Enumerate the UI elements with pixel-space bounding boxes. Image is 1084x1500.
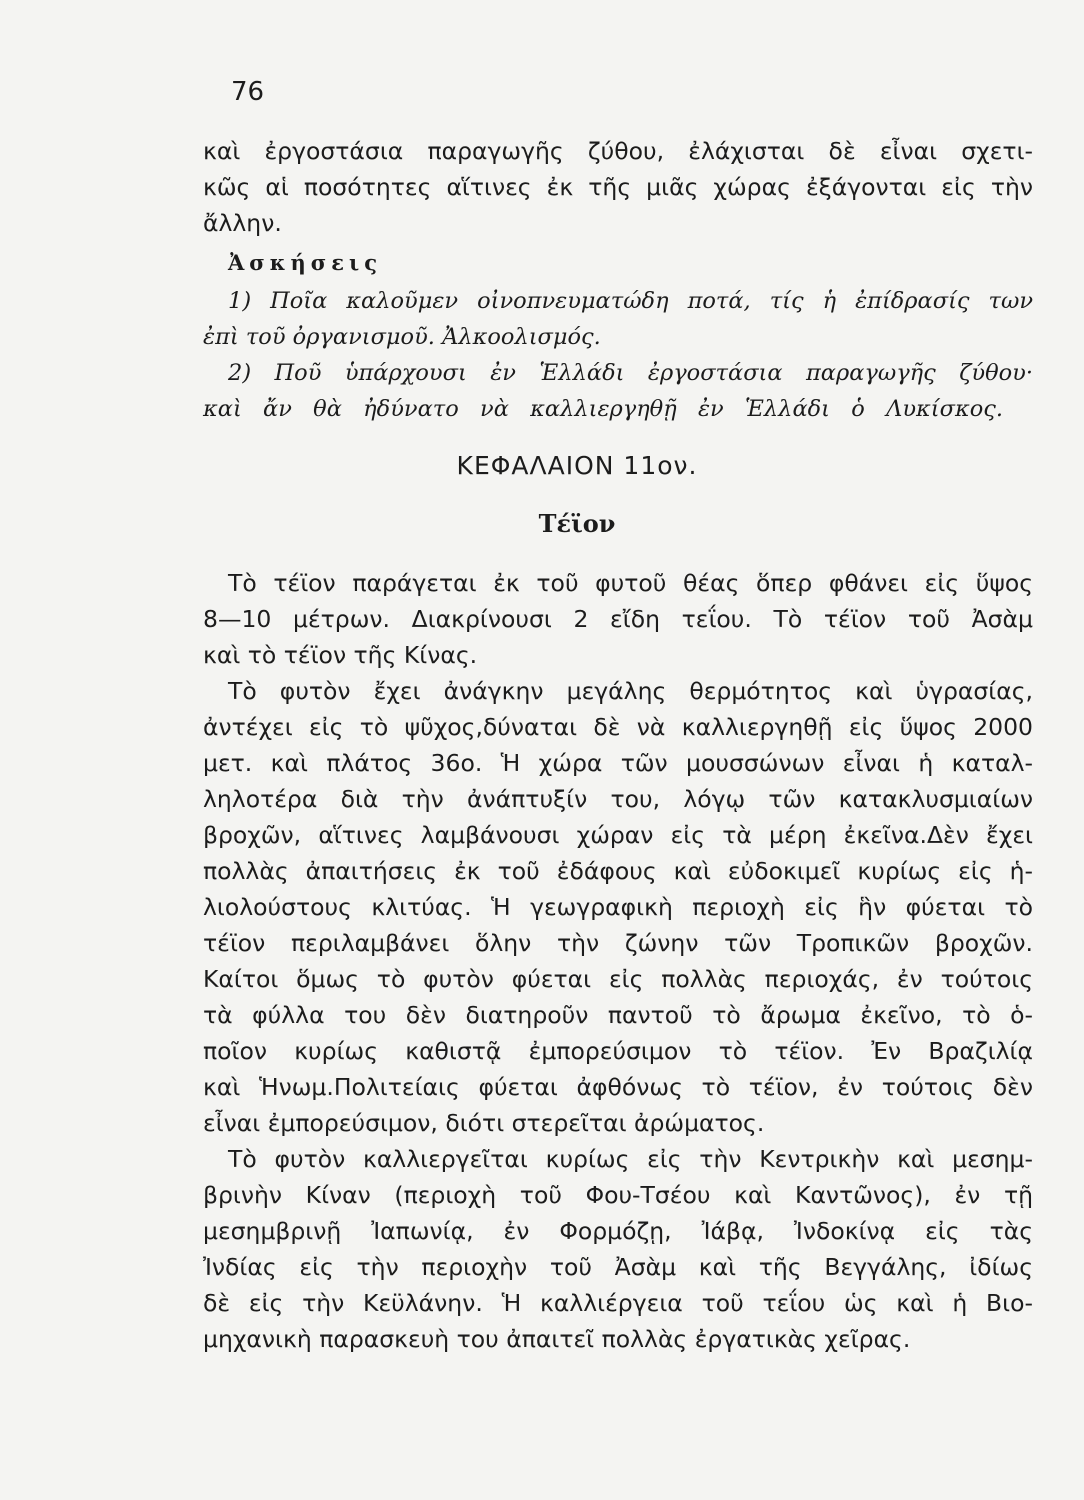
exercise-line: 1) Ποῖα καλοῦμεν οἰνοπνευματώδη ποτά, τίς ἡ ἐπίδρασίς των [228,288,1033,314]
exercises-heading: Ἀσκήσεις [228,250,382,275]
text-line: Τὸ τέϊον παράγεται ἐκ τοῦ φυτοῦ θέας ὅπερ φθάνει εἰς ὕψος [228,569,1033,597]
section-title: Τέϊον [538,509,616,538]
text-line: κῶς αἱ ποσότητες αἵτινες ἐκ τῆς μιᾶς χώρας ἐξάγονται εἰς τὴν [203,173,1033,201]
text-line: Καίτοι ὅμως τὸ φυτὸν φύεται εἰς πολλὰς περιοχάς, ἐν τούτοις [203,965,1033,993]
text-line: Τὸ φυτὸν καλλιεργεῖται κυρίως εἰς τὴν Κεντρικὴν καὶ μεσημ- [228,1145,1033,1173]
text-line: βρινὴν Κίναν (περιοχὴ τοῦ Φου-Τσέου καὶ Καντῶνος), ἐν τῇ [203,1181,1033,1209]
text-line: ἀντέχει εἰς τὸ ψῦχος,δύναται δὲ νὰ καλλιεργηθῇ εἰς ὕψος 2000 [203,713,1033,741]
text-line: καὶ ἐργοστάσια παραγωγῆς ζύθου, ἐλάχισται δὲ εἶναι σχετι- [203,137,1033,165]
text-line: μηχανικὴ παρασκευὴ του ἀπαιτεῖ πολλὰς ἐργατικὰς χεῖρας. [203,1325,911,1353]
text-line: τέϊον περιλαμβάνει ὅλην τὴν ζώνην τῶν Τροπικῶν βροχῶν. [203,929,1033,957]
exercise-line: καὶ ἄν θὰ ἠδύνατο νὰ καλλιεργηθῇ ἐν Ἑλλάδι ὁ Λυκίσκος. [203,396,1003,422]
text-line: Ἰνδίας εἰς τὴν περιοχὴν τοῦ Ἀσὰμ καὶ τῆς Βεγγάλης, ἰδίως [203,1253,1033,1281]
text-line: εἶναι ἐμπορεύσιμον, διότι στερεῖται ἀρώματος. [203,1109,765,1137]
text-line: Τὸ φυτὸν ἔχει ἀνάγκην μεγάλης θερμότητος καὶ ὑγρασίας, [228,677,1033,705]
text-line: τὰ φύλλα του δὲν διατηροῦν παντοῦ τὸ ἄρωμα ἐκεῖνο, τὸ ὁ- [203,1001,1033,1029]
text-line: καὶ τὸ τέϊον τῆς Κίνας. [203,641,478,669]
text-line: δὲ εἰς τὴν Κεϋλάνην. Ἡ καλλιέργεια τοῦ τεΐου ὡς καὶ ἡ Βιο- [203,1289,1033,1317]
page-number: 76 [231,77,265,107]
text-line: ἄλλην. [203,209,282,237]
text-line: μεσημβρινῇ Ἰαπωνίᾳ, ἐν Φορμόζῃ, Ἰάβᾳ, Ἰνδοκίνᾳ εἰς τὰς [203,1217,1033,1245]
text-line: μετ. καὶ πλάτος 36ο. Ἡ χώρα τῶν μουσσώνων εἶναι ἡ καταλ- [203,749,1033,777]
text-line: ποῖον κυρίως καθιστᾷ ἐμπορεύσιμον τὸ τέϊον. Ἐν Βραζιλίᾳ [203,1037,1033,1065]
text-line: 8—10 μέτρων. Διακρίνουσι 2 εἴδη τεΐου. Τὸ τέϊον τοῦ Ἀσὰμ [203,605,1033,633]
text-line: ληλοτέρα διὰ τὴν ἀνάπτυξίν του, λόγῳ τῶν κατακλυσμιαίων [203,785,1033,813]
text-line: καὶ Ἡνωμ.Πολιτείαις φύεται ἀφθόνως τὸ τέϊον, ἐν τούτοις δὲν [203,1073,1033,1101]
chapter-heading: ΚΕΦΑΛΑΙΟΝ 11ον. [456,451,698,480]
text-line: πολλὰς ἀπαιτήσεις ἐκ τοῦ ἐδάφους καὶ εὐδοκιμεῖ κυρίως εἰς ἡ- [203,857,1033,885]
text-line: βροχῶν, αἵτινες λαμβάνουσι χώραν εἰς τὰ μέρη ἐκεῖνα.Δὲν ἔχει [203,821,1033,849]
exercise-line: ἐπὶ τοῦ ὀργανισμοῦ. Ἀλκοολισμός. [203,324,601,350]
text-line: λιολούστους κλιτύας. Ἡ γεωγραφικὴ περιοχὴ εἰς ἣν φύεται τὸ [203,893,1033,921]
exercise-line: 2) Ποῦ ὑπάρχουσι ἐν Ἑλλάδι ἐργοστάσια παραγωγῆς ζύθου· [228,360,1033,386]
